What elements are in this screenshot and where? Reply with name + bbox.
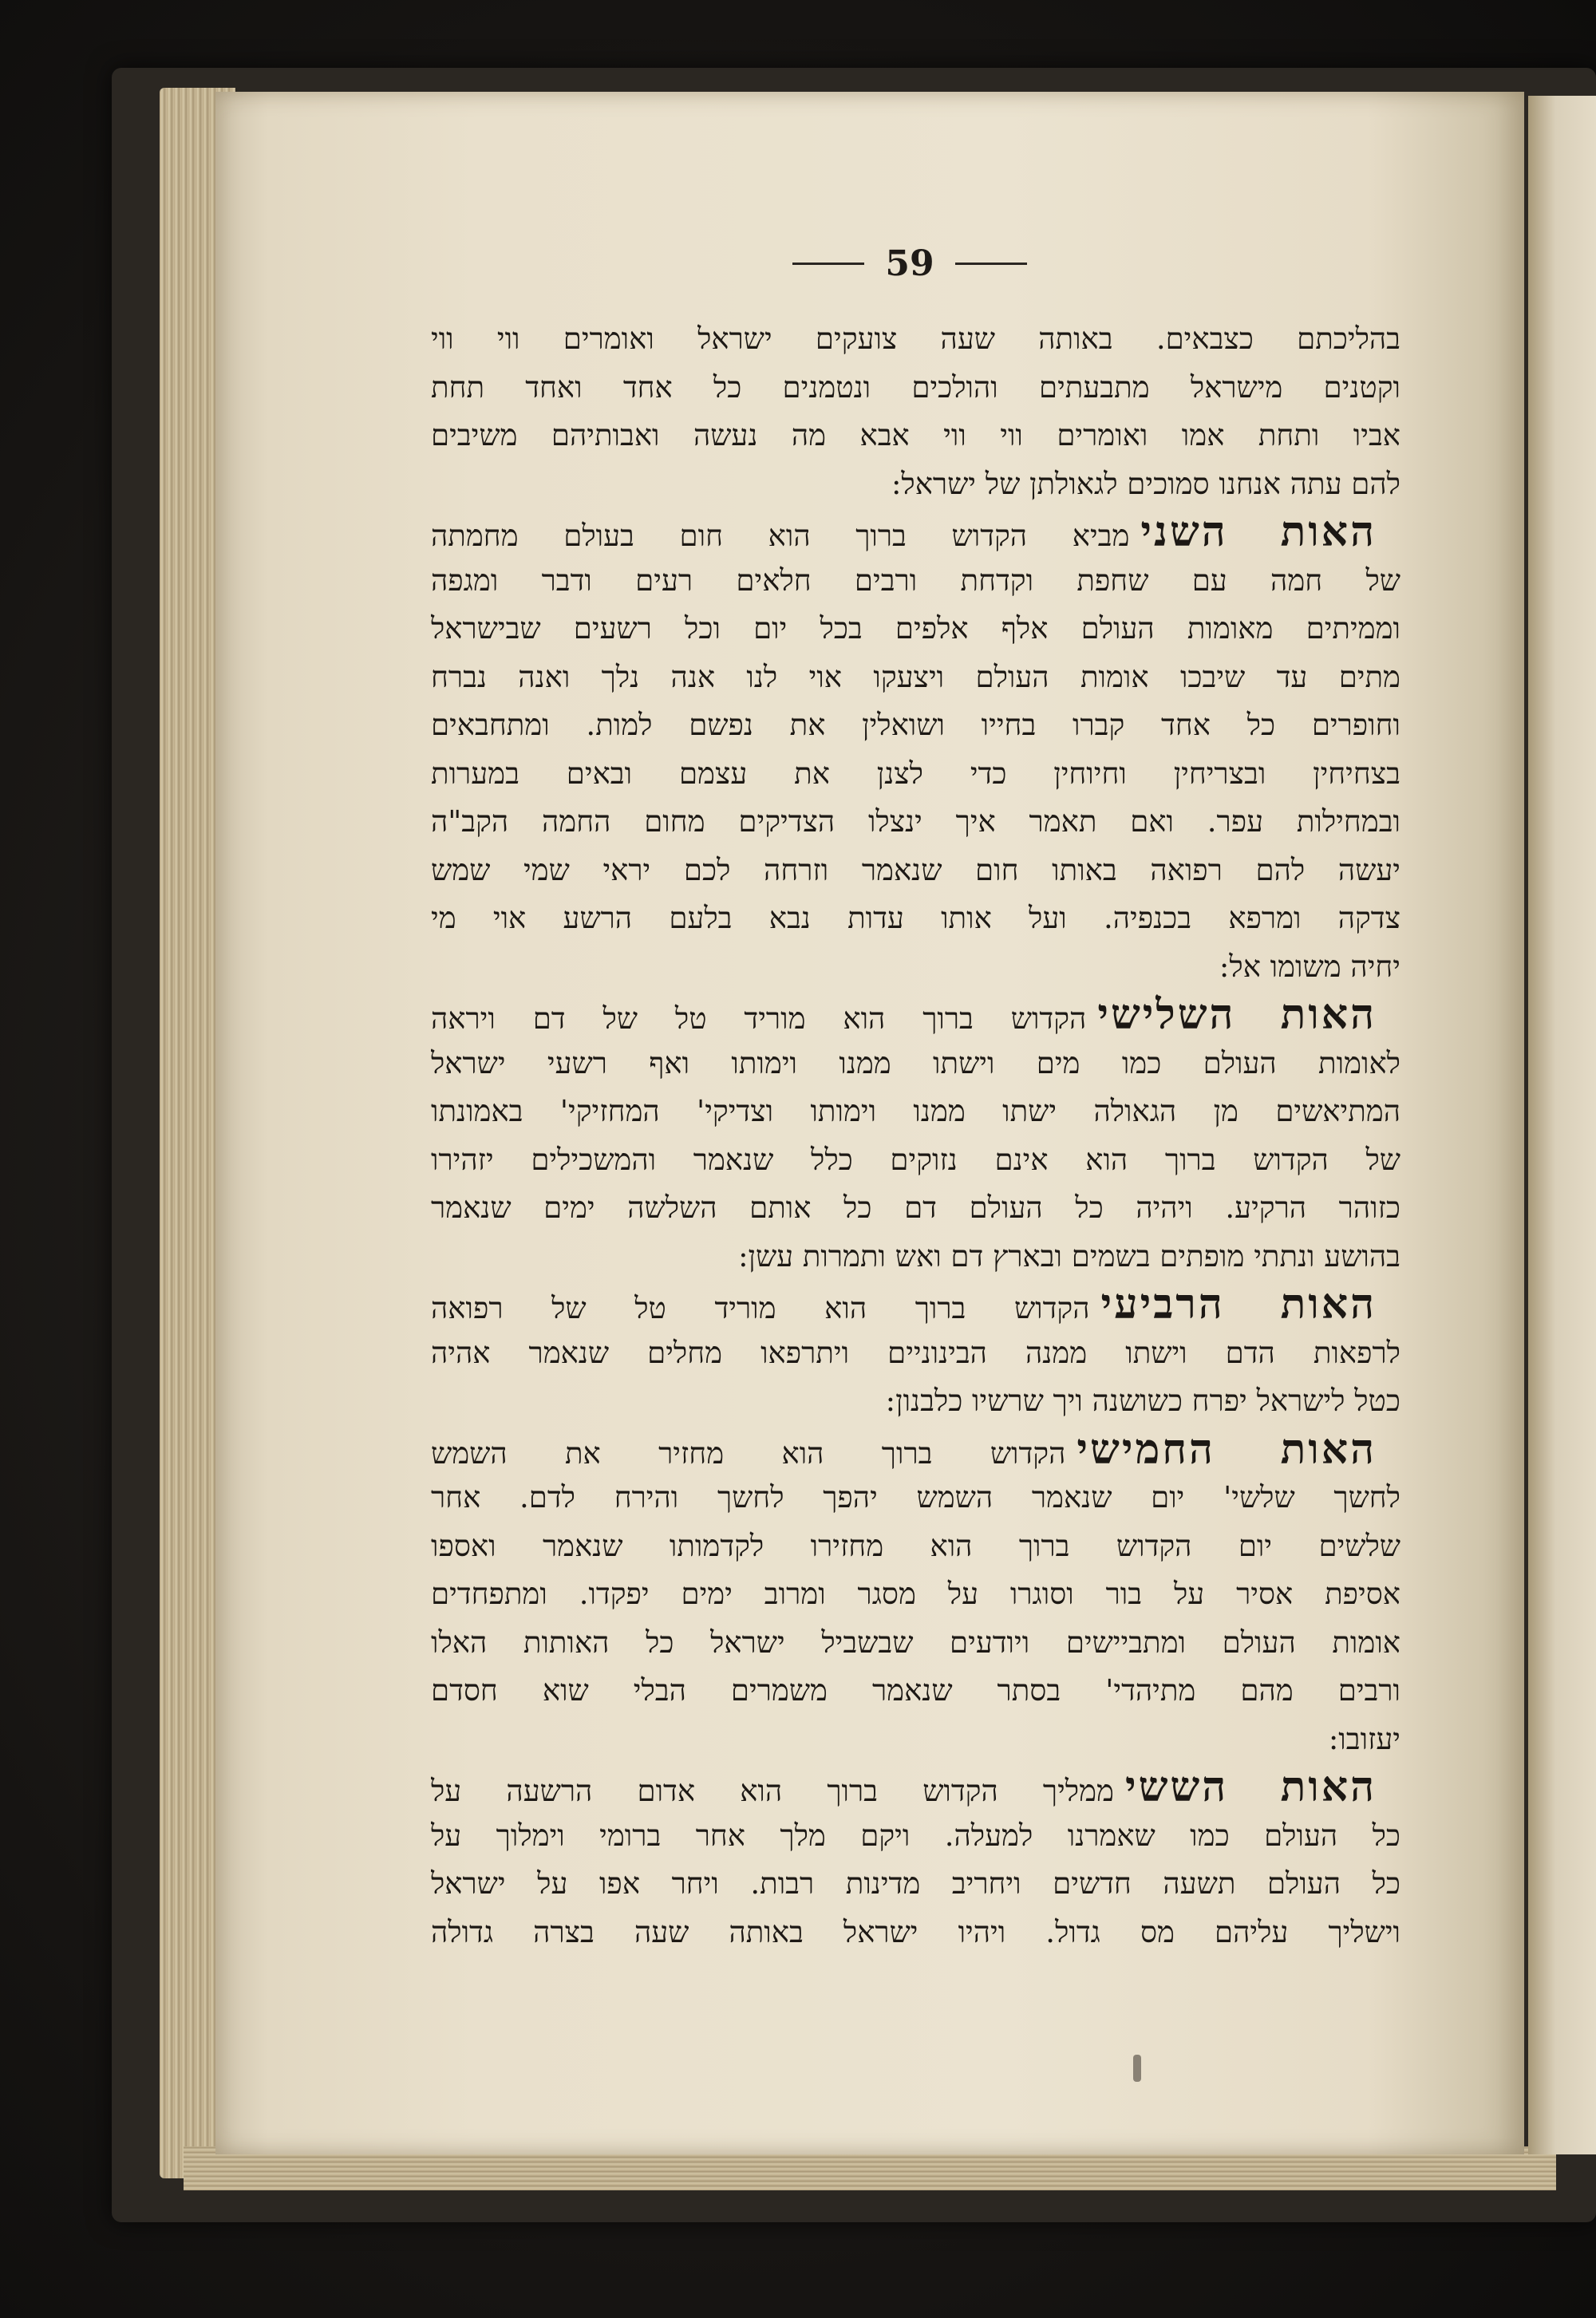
text-line [431,894,1400,943]
text-line [431,1812,1400,1861]
line-text: יחיה משומו אל: [1219,949,1400,984]
text-line [431,750,1400,799]
page-header [766,239,1053,287]
text-line [431,605,1400,654]
section-heading: האות החמישי [1077,1425,1377,1474]
text-line [431,1040,1400,1088]
section-first-line [431,1426,1400,1475]
text-line [431,654,1400,702]
section-first-line [431,991,1400,1040]
text-line [431,1716,1400,1764]
section-heading: האות הרביעי [1100,1281,1377,1329]
section-first-line [431,1763,1400,1812]
line-text: וממיתים מאומות העולם אלף אלפים בכל יום וכל רשעים שבישראל [431,611,1400,646]
line-text: כל העולם כמו שאמרנו למעלה. ויקם מלך אחר ברומי וימלוך על [431,1818,1400,1853]
text-line [431,943,1400,992]
line-text: של הקדוש ברוך הוא אינם נזוקים כלל שנאמר והמשכילים יזהירו [431,1142,1400,1177]
line-text: אביו ותחת אמו ואומרים ווי ווי אבא מה נעשה ואבותיהם משיבים [431,418,1400,452]
text-line [431,1233,1400,1281]
line-text: וחופרים כל אחד קברו בחייו ושואלין את נפשם למות. ומתחבאים [431,708,1400,742]
section-heading: האות השלישי [1097,991,1377,1039]
text-line [431,1377,1400,1426]
line-text: של חמה עם שחפת וקדחת ורבים חלאים רעים ודבר ומגפה [431,563,1400,598]
line-text: המתיאשים מן הגאולה ישתו ממנו וימותו וצדיקי' המחזיקי' באמונתו [431,1094,1400,1128]
line-text: הקדוש ברוך הוא מחזיר את השמש [431,1435,1066,1471]
section-first-line [431,1281,1400,1329]
line-text: כטל לישראל יפרח כשושנה ויך שרשיו כלבנון: [885,1384,1400,1418]
page-number: 59 [885,243,934,284]
text-line [431,1860,1400,1909]
line-text: יעזובו: [1328,1721,1400,1756]
header-rule-left [792,263,864,265]
line-text: צדקה ומרפא בכנפיה. ועל אותו עדות נבא בלעם הרשע אוי מי [431,901,1400,935]
line-text: וישליך עליהם מס גדול. ויהיו ישראל באותה שעה בצרה גדולה [431,1914,1400,1949]
text-line [431,1909,1400,1957]
line-text: מביא הקדוש ברוך הוא חום בעולם מחמתה [431,519,1130,553]
line-text: כזוהר הרקיע. ויהיה כל העולם דם כל אותם השלשה ימים שנאמר [431,1191,1400,1225]
text-line [431,701,1400,750]
text-line [431,798,1400,847]
text-line [431,1329,1400,1378]
line-text: בהושע ונתתי מופתים בשמים ובארץ דם ואש ותמרות עשן: [738,1238,1400,1274]
line-text: אסיפת אסיר על בור וסוגרו על מסגר ומרוב ימים יפקדו. ומתפחדים [431,1577,1400,1611]
line-text: ממליך הקדוש ברוך הוא אדום הרשעה על [431,1774,1114,1808]
facing-page-edge [1528,96,1596,2154]
line-text: בצחיחין ובצריחין וחיוחין כדי לצנן את עצמם ובאים במערות [431,756,1400,791]
line-text: בהליכתם כצבאים. באותה שעה צועקים ישראל ואומרים ווי ווי [431,322,1400,356]
text-line [431,557,1400,606]
section-heading: האות השני [1140,508,1377,556]
header-rule-right [955,263,1027,265]
text-line [431,460,1400,509]
line-text: כל העולם תשעה חדשים ויחריב מדינות רבות. ויחר אפו על ישראל [431,1866,1400,1901]
section-first-line [431,508,1400,557]
text-line [431,364,1400,413]
line-text: לחשך שלשי' יום שנאמר השמש יהפך לחשך והירח לדם. אחר [431,1480,1400,1514]
line-text: לרפאות הדם וישתו ממנה הבינוניים ויתרפאו מחלים שנאמר אהיה [431,1335,1400,1370]
line-text: הקדוש ברוך הוא מוריד טל של רפואה [431,1291,1090,1325]
text-line [431,315,1400,364]
text-line [431,1184,1400,1233]
line-text: ובמחילות עפר. ואם תאמר איך ינצלו הצדיקים מחום החמה הקב"ה [431,804,1400,839]
text-line [431,1667,1400,1716]
line-text: וקטנים מישראל מתבעתים והולכים ונטמנים כל אחד ואחד תחת [431,369,1400,405]
line-text: לאומות העולם כמו מים וישתו ממנו וימותו ואף רשעי ישראל [431,1045,1400,1080]
line-text: מתים עד שיבכו אומות העולם ויצעקו אוי לנו אנה נלך ואנה נברח [431,659,1400,694]
line-text: הקדוש ברוך הוא מוריד טל של דם ויראה [431,1001,1087,1036]
text-line [431,1619,1400,1668]
text-line [431,1136,1400,1185]
text-line [431,1088,1400,1136]
page-text [431,315,1400,1957]
text-line [431,412,1400,460]
text-line [431,847,1400,895]
line-text: ורבים מהם מתיהדי' בסתר שנאמר משמרים הבלי שוא חסדם [431,1673,1400,1708]
line-text: יעשה להם רפואה באותו חום שנאמר וזרחה לכם יראי שמי שמש [431,852,1400,887]
line-text: שלשים יום הקדוש ברוך הוא מחזירו לקדמותו שנאמר ואספו [431,1528,1400,1563]
line-text: להם עתה אנחנו סמוכים לגאולתן של ישראל: [891,466,1400,501]
section-heading: האות הששי [1124,1763,1377,1811]
text-line [431,1570,1400,1619]
text-line [431,1522,1400,1571]
line-text: אומות העולם ומתביישים ויודעים שבשביל ישראל כל האותות האלו [431,1625,1400,1660]
pencil-mark [1133,2055,1141,2082]
text-line [431,1474,1400,1522]
